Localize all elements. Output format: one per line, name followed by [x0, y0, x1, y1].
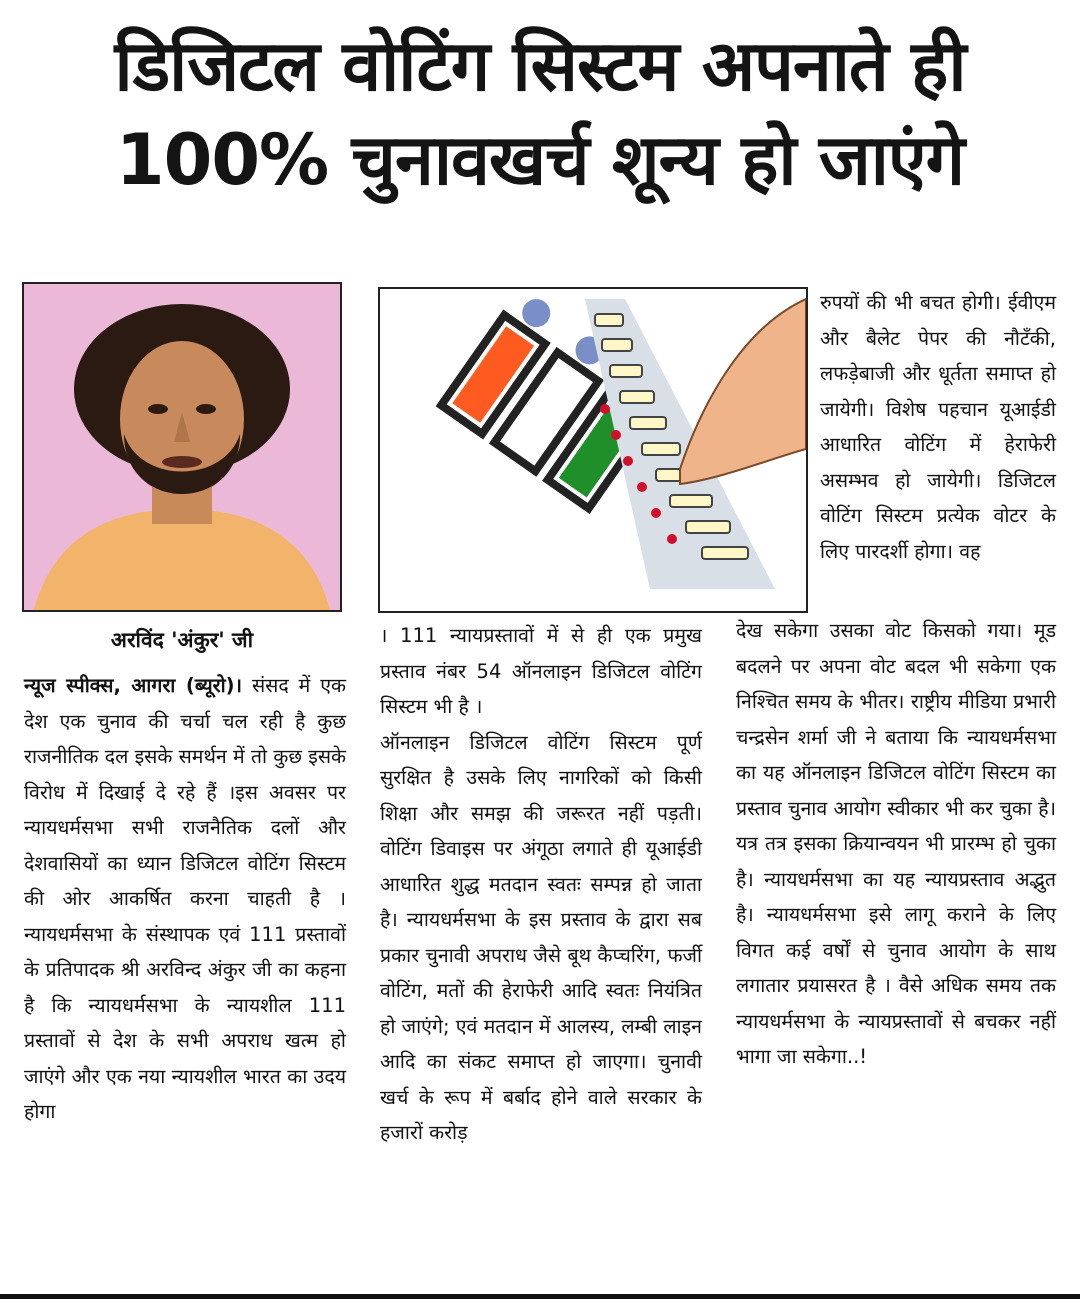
- column-3-top-text: रुपयों की भी बचत होगी। ईवीएम और बैलेट पेपर की नौटँकी, लफड़ेबाजी और धूर्तता समाप्त हो जायेगी। विशेष पहचान यूआईडी आधारित वोटिंग में हेराफेरी असम्भव हो जायेगी। डिजिटल वोटिंग सिस्टम प्रत्येक वोटर के लिए पारदर्शी होगा। वह: [820, 291, 1056, 563]
- article-column-2: [380, 618, 702, 1151]
- column-2-para-1: । 111 न्यायप्रस्तावों में से ही एक प्रमुख प्रस्ताव नंबर 54 ऑनलाइन डिजिटल वोटिंग सिस्टम भी है ।: [380, 624, 702, 718]
- column-1-text: संसद में एक देश एक चुनाव की चर्चा चल रही है कुछ राजनीतिक दल इसके समर्थन में तो कुछ इसके विरोध में दिखाई दे रहे हैं ।इस अवसर पर न्यायधर्मसभा सभी राजनैतिक दलों और देशवासियों का ध्यान डिजिटल वोटिंग सिस्टम की ओर आकर्षित करना चाहती है । न्यायधर्मसभा के संस्थापक एवं 111 प्रस्तावों के प्रतिपादक श्री अरविन्द अंकुर जी का कहना है कि न्यायधर्मसभा के न्यायशील 111 प्रस्तावों से देश के सभी अपराध खत्म हो जाएंगे और एक नया न्यायशील भारत का उदय होगा: [24, 674, 346, 1123]
- bottom-rule: [0, 1294, 1080, 1299]
- column-2-para-2: ऑनलाइन डिजिटल वोटिंग सिस्टम पूर्ण सुरक्षित है उसके लिए नागरिकों को किसी शिक्षा और समझ की जरूरत नहीं पड़ती। वोटिंग डिवाइस पर अंगूठा लगाते ही यूआईडी आधारित शुद्ध मतदान स्वतः सम्पन्न हो जाता है। न्यायधर्मसभा के इस प्रस्ताव के द्वारा सब प्रकार चुनावी अपराध जैसे बूथ कैप्चरिंग, फर्जी वोटिंग, मतों की हेराफेरी आदि स्वतः नियंत्रित हो जाएंगे; एवं मतदान में आलस्य, लम्बी लाइन आदि का संकट समाप्त हो जाएगा। चुनावी खर्च के रूप में बर्बाद होने वाले सरकार के हजारों करोड़: [380, 730, 702, 1144]
- photo-caption: अरविंद 'अंकुर' जी: [110, 628, 254, 652]
- dateline: न्यूज स्पीक्स, आगरा (ब्यूरो)।: [24, 674, 242, 697]
- headline: [0, 25, 1080, 201]
- evm-illustration: [380, 289, 806, 611]
- headline-line-1: डिजिटल वोटिंग सिस्टम अपनाते ही: [114, 25, 966, 107]
- column-3-bottom-text: देख सकेगा उसका वोट किसको गया। मूड बदलने पर अपना वोट बदल भी सकेगा एक निश्चित समय के भीतर। राष्ट्रीय मीडिया प्रभारी चन्द्रसेन शर्मा जी ने बताया कि न्यायधर्मसभा का यह ऑनलाइन डिजिटल वोटिंग सिस्टम का प्रस्ताव चुनाव आयोग स्वीकार भी कर चुका है। यत्र तत्र इसका क्रियान्वयन भी प्रारम्भ हो चुका है। न्यायधर्मसभा का यह न्यायप्रस्ताव अद्भुत है। न्यायधर्मसभा इसे लागू कराने के लिए विगत कई वर्षों से चुनाव आयोग के साथ लगातार प्रयासरत है । वैसे अधिक समय तक न्यायधर्मसभा के न्यायप्रस्तावों से बचकर नहीं भागा जा सकेगा..!: [736, 619, 1056, 1068]
- article-column-3-bottom: [736, 613, 1056, 1075]
- article-column-1: [24, 668, 346, 1130]
- article-column-3-top: [820, 285, 1056, 569]
- portrait-illustration: [24, 284, 340, 610]
- headline-line-2: 100% चुनावखर्च शून्य हो जाएंगे: [115, 118, 965, 201]
- voting-graphic: [378, 287, 808, 613]
- author-photo: [22, 282, 342, 612]
